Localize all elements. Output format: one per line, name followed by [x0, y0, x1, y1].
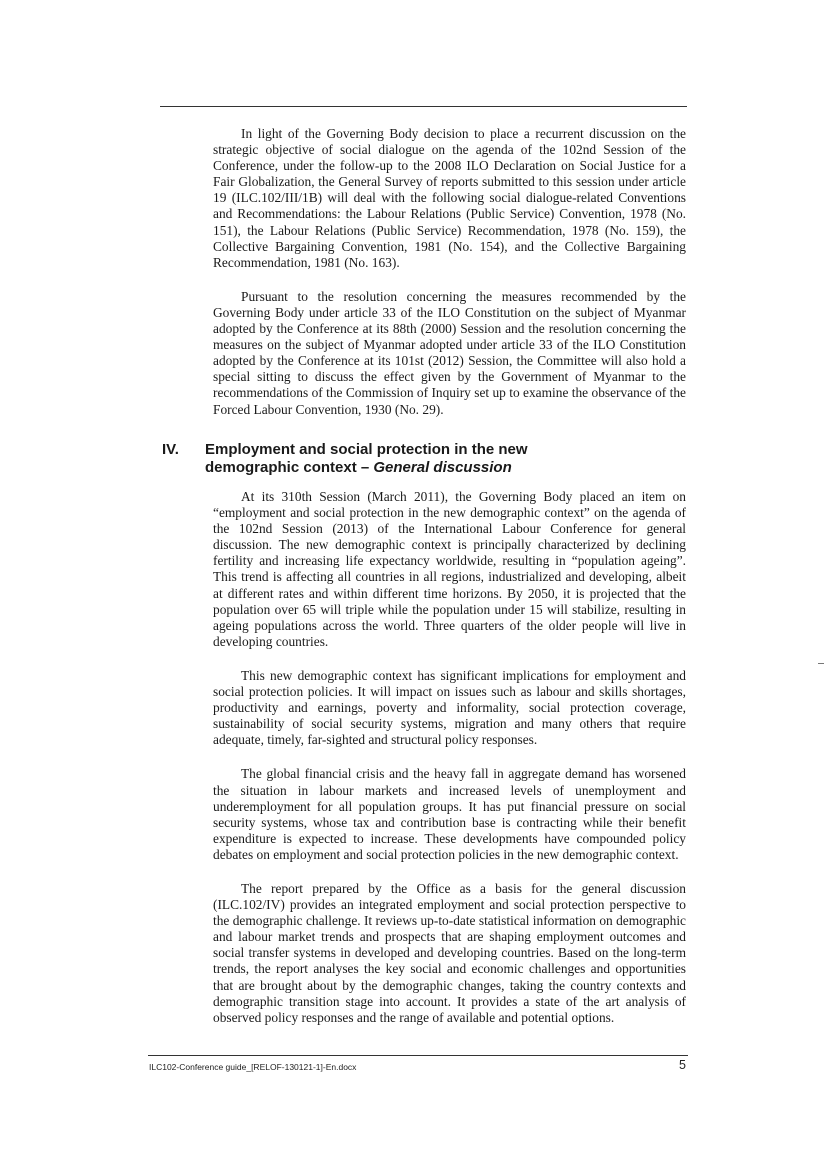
- footer-filename: ILC102-Conference guide_[RELOF-130121-1]-En.docx: [149, 1062, 357, 1072]
- paragraph-310th-session: At its 310th Session (March 2011), the Governing Body placed an item on “employment and social protection in the new demographic context” on the agenda of the 102nd Session (2013) of the International Labour Conference for general discussion. The new demographic context is principally characterized by declining fertility and increasing life expectancy worldwide, resulting in “population ageing”. This trend is affecting all countries in all regions, industrialized and developing, albeit at different rates and within different time horizons. By 2050, it is projected that the population over 65 will triple while the population under 15 will stabilize, resulting in ageing populations across the world. Three quarters of the older people will live in developing countries.: [213, 489, 686, 649]
- section-title: [205, 441, 545, 477]
- paragraph-social-dialogue: In light of the Governing Body decision to place a recurrent discussion on the strategic objective of social dialogue on the agenda of the 102nd Session of the Conference, under the follow-up to the 2008 ILO Declaration on Social Justice for a Fair Globalization, the General Survey of reports submitted to this session under article 19 (ILC.102/III/1B) will deal with the following social dialogue-related Conventions and Recommendations: the Labour Relations (Public Service) Convention, 1978 (No. 151), the Labour Relations (Public Service) Recommendation, 1978 (No. 159), the Collective Bargaining Convention, 1981 (No. 154), and the Collective Bargaining Recommendation, 1981 (No. 163).: [213, 126, 686, 270]
- section-title-main: Employment and social protection in the new demographic context –: [205, 441, 528, 476]
- paragraph-financial-crisis: The global financial crisis and the heavy fall in aggregate demand has worsened the situation in labour markets and increased levels of unemployment and underemployment for all population groups. It has put financial pressure on social security systems, whose tax and contribution base is contracting while their benefit expenditure is expected to increase. These developments have compounded policy debates on employment and social protection policies in the new demographic context.: [213, 766, 686, 862]
- margin-mark: [818, 663, 824, 664]
- paragraph-implications: This new demographic context has significant implications for employment and social protection policies. It will impact on issues such as labour and skills shortages, productivity and earnings, poverty and informality, social protection coverage, sustainability of social security systems, migration and many others that require adequate, timely, far-sighted and structural policy responses.: [213, 667, 686, 748]
- header-rule: [160, 106, 687, 107]
- section-number: IV.: [162, 441, 179, 458]
- paragraph-office-report: The report prepared by the Office as a basis for the general discussion (ILC.102/IV) provides an integrated employment and social protection perspective to the demographic challenge. It reviews up-to-date statistical information on demographic and labour market trends and prospects that are shaping employment outcomes and social transfer systems in developed and developing countries. Based on the long-term trends, the report analyses the key social and economic challenges and opportunities that are brought about by the demographic changes, taking the country contexts and demographic transition stage into account. It provides a state of the art analysis of observed policy responses and the range of available and potential options.: [213, 880, 686, 1025]
- paragraph-myanmar: Pursuant to the resolution concerning the measures recommended by the Governing Body under article 33 of the ILO Constitution on the subject of Myanmar adopted by the Conference at its 88th (2000) Session and the resolution concerning the measures on the subject of Myanmar adopted under article 33 of the ILO Constitution adopted by the Conference at its 101st (2012) Session, the Committee will also hold a special sitting to discuss the effect given by the Government of Myanmar to the recommendations of the Commission of Inquiry set up to examine the observance of the Forced Labour Convention, 1930 (No. 29).: [213, 288, 686, 417]
- body-text-section: [213, 489, 686, 1044]
- footer-rule: [148, 1055, 688, 1056]
- footer-page-number: 5: [679, 1058, 686, 1072]
- body-text-top: [213, 126, 686, 436]
- section-title-italic: General discussion: [373, 459, 512, 476]
